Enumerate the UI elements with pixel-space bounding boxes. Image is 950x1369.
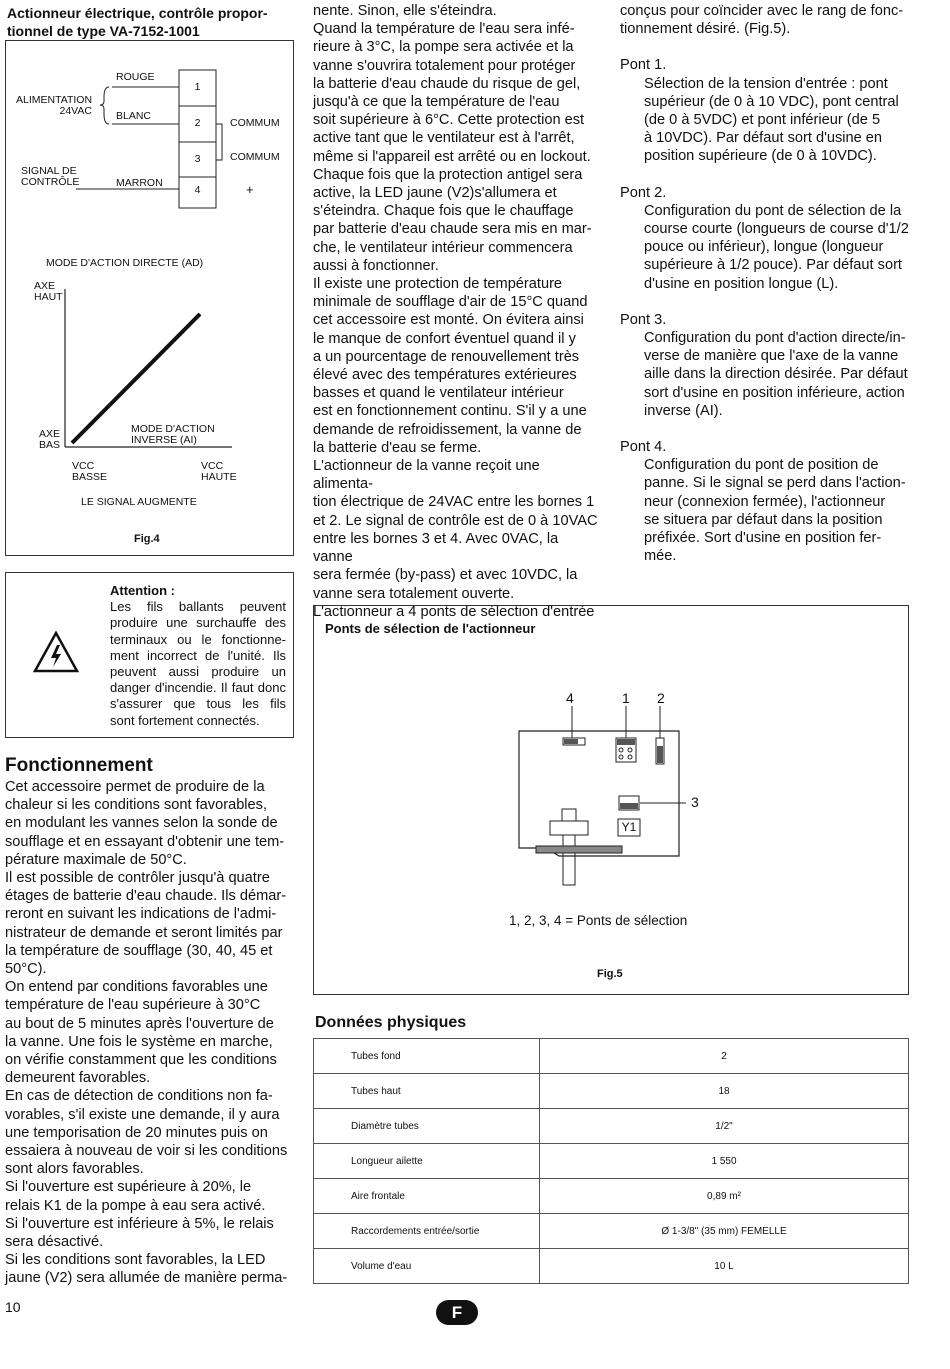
text-line: nente. Sinon, elle s'éteindra. <box>313 3 497 19</box>
text-line: nistrateur de demande et seront limités par <box>5 924 283 941</box>
table-row <box>314 1039 909 1074</box>
table-cell-label: Aire frontale <box>314 1179 540 1214</box>
table-cell-label: Raccordements entrée/sortie <box>314 1214 540 1249</box>
blanc-label: BLANC <box>116 110 152 122</box>
plus-label: + <box>246 182 254 197</box>
text-line: Il est possible de contrôler jusqu'à quatre <box>5 870 270 887</box>
text-line: L'actionneur a 4 ponts de sélection d'entrée <box>313 603 595 620</box>
mode-direct-label: MODE D'ACTION DIRECTE (AD) <box>46 257 204 269</box>
text-line: sera fermée (by-pass) et avec 10VDC, la <box>313 567 578 584</box>
attention-line: sont fortement connectés. <box>110 712 260 728</box>
pont-heading: Pont 1. <box>620 57 667 74</box>
fig5-title: Ponts de sélection de l'actionneur <box>325 621 536 636</box>
text-line: 50°C). <box>5 961 47 978</box>
table-row <box>314 1074 909 1109</box>
text-line: la batterie d'eau se ferme. <box>313 439 482 456</box>
pont-label-3: 3 <box>691 794 699 810</box>
text-line: Chaque fois que la protection antigel sera <box>313 166 583 183</box>
table-cell-value: 1/2" <box>540 1109 909 1144</box>
text-line: sera désactivé. <box>5 1234 104 1251</box>
text-line: jaune (V2) sera allumée de manière perma- <box>5 1270 288 1287</box>
text-line: étages de batterie d'eau chaude. Ils démar- <box>5 888 287 905</box>
text-line: sont alors favorables. <box>5 1161 144 1178</box>
text-line: en modulant les vannes selon la sonde de <box>5 815 278 832</box>
column3-text <box>620 2 909 583</box>
text-line: le manque de confort éventuel quand il y <box>313 330 576 347</box>
pont-text-line: Configuration du pont de position de <box>644 457 879 474</box>
text-line: demande de refroidissement, la vanne de <box>313 421 582 438</box>
pont-text-line: supérieur (de 0 à 10 VDC), pont central <box>644 93 899 110</box>
text-line: même si l'appareil est arrêté ou en lockout. <box>313 148 591 165</box>
text-line: par batterie d'eau chaude sera mis en mar- <box>313 221 592 238</box>
pont-text-line: panne. Si le signal se perd dans l'action- <box>644 475 906 492</box>
pont-text-line: mée. <box>644 548 677 565</box>
pont-text-line: aille dans la direction désirée. Par défaut <box>644 366 908 383</box>
text-line: Si les conditions sont favorables, la LED <box>5 1252 266 1269</box>
pont-text-line: à 10VDC). Par défaut sort d'usine en <box>644 130 883 147</box>
fig5-legend: 1, 2, 3, 4 = Ponts de sélection <box>509 913 688 928</box>
attention-box <box>5 572 294 738</box>
pont-2-block <box>620 184 909 293</box>
column2-text <box>313 2 601 621</box>
text-line: reront en suivant les indications de l'admi- <box>5 906 277 923</box>
axe-haut-label: AXE HAUT <box>34 280 63 303</box>
high-voltage-warning-icon <box>33 631 79 673</box>
text-line: vorables, s'il existe une demande, il y aura <box>5 1106 280 1123</box>
pont-label-2: 2 <box>657 690 665 706</box>
text-line: au bout de 5 minutes après l'ouverture de <box>5 1015 274 1032</box>
signal-augmente-label: LE SIGNAL AUGMENTE <box>81 496 197 508</box>
pont-4-block <box>620 438 909 565</box>
pont-label-4: 4 <box>566 690 574 706</box>
text-line: On entend par conditions favorables une <box>5 979 268 996</box>
text-line: Cet accessoire permet de produire de la <box>5 779 265 795</box>
text-line: a un pourcentage de renouvellement très <box>313 348 580 365</box>
text-line: vanne sera totalement ouverte. <box>313 585 515 602</box>
table-cell-label: Volume d'eau <box>314 1249 540 1284</box>
fonctionnement-heading: Fonctionnement <box>5 755 153 776</box>
attention-line: ment incorrect de l'unité. Ils <box>110 647 286 663</box>
pont-heading: Pont 3. <box>620 311 667 328</box>
donnees-physiques-heading: Données physiques <box>315 1014 467 1031</box>
pont-text-line: supérieure à 1/2 pouce). Par défaut sort <box>644 257 902 274</box>
pont-text-line: Configuration du pont de sélection de la <box>644 202 902 219</box>
pont-text-line: verse de manière que l'axe de la vanne <box>644 348 899 365</box>
text-line: tion électrique de 24VAC entre les bornes 1 <box>313 494 595 511</box>
brace <box>100 87 109 124</box>
text-line: L'actionneur de la vanne reçoit une alimenta- <box>313 458 540 493</box>
pont-text-line: Configuration du pont d'action directe/in- <box>644 330 906 347</box>
text-line: rieure à 3°C, la pompe sera activée et la <box>313 39 574 56</box>
text-line: soit supérieure à 6°C. Cette protection est <box>313 112 585 129</box>
attention-line: s'assurer que tous les fils <box>110 696 286 712</box>
text-line: active, la LED jaune (V2)s'allumera et <box>313 185 557 202</box>
pont-label-1: 1 <box>622 690 630 706</box>
table-cell-label: Diamètre tubes <box>314 1109 540 1144</box>
pont-text-line: se situera par défaut dans la position <box>644 511 883 528</box>
text-line: che, le ventilateur intérieur commencera <box>313 239 573 256</box>
table-row <box>314 1249 909 1284</box>
attention-line: peuvent aussi produire un <box>110 664 286 680</box>
table-cell-label: Longueur ailette <box>314 1144 540 1179</box>
text-line: température de l'eau supérieure à 30°C <box>5 997 261 1014</box>
pont-text-line: sort d'usine en position inférieure, action <box>644 384 905 401</box>
pont-text-line: Sélection de la tension d'entrée : pont <box>644 75 888 92</box>
text-line: la température de soufflage (30, 40, 45 et <box>5 942 273 959</box>
attention-line: danger d'incendie. Il faut donc <box>110 680 286 696</box>
text-line: aussi à fonctionner. <box>313 257 439 274</box>
physical-data-table <box>313 1038 909 1284</box>
alimentation-label: ALIMENTATION 24VAC <box>16 94 93 117</box>
signal-controle-label: SIGNAL DE CONTRÔLE <box>21 165 80 188</box>
attention-line: terminaux ou le fonctionne- <box>110 631 286 647</box>
pont-heading: Pont 2. <box>620 184 667 201</box>
text-line: la batterie d'eau chaude du risque de gel, <box>313 75 581 92</box>
pont-text-line: pouce ou inférieur), longue (longueur <box>644 239 884 256</box>
fonctionnement-text <box>5 778 294 1288</box>
text-line: est en fonctionnement continu. S'il y a une <box>313 403 587 420</box>
text-line: Il existe une protection de température <box>313 276 563 293</box>
text-line: Si l'ouverture est supérieure à 20%, le <box>5 1179 252 1196</box>
text-line: une temporisation de 20 minutes puis on <box>5 1124 268 1141</box>
text-line: entre les bornes 3 et 4. Avec 0VAC, la vanne <box>313 530 559 566</box>
fig4-title: Actionneur électrique, contrôle propor- tionnel de type VA-7152-1001 <box>7 5 268 39</box>
commum-label-2: COMMUM <box>230 151 280 163</box>
pont-text-line: préfixée. Sort d'usine en position fer- <box>644 530 882 547</box>
attention-title: Attention : <box>110 583 175 598</box>
pont-text-line: position supérieure (de 0 à 10VDC). <box>644 148 877 165</box>
attention-line: Les fils ballants peuvent <box>110 599 286 615</box>
terminal-3: 3 <box>194 153 201 165</box>
pont-text-line: inverse (AI). <box>644 402 723 419</box>
terminal-1: 1 <box>194 81 201 93</box>
text-line: cet accessoire est monté. On évitera ainsi <box>313 312 584 329</box>
text-line: essaiera à nouveau de voir si les conditions <box>5 1143 288 1160</box>
table-row <box>314 1214 909 1249</box>
text-line: minimale de soufflage d'air de 15°C quand <box>313 294 588 311</box>
fig4-caption: Fig.4 <box>134 533 160 545</box>
axe-bas-label: AXE BAS <box>39 428 61 451</box>
table-cell-value: 18 <box>540 1074 909 1109</box>
table-cell-value: Ø 1-3/8" (35 mm) FEMELLE <box>540 1214 909 1249</box>
text-line: soufflage et en essayant d'obtenir une tem- <box>5 833 285 850</box>
table-cell-value: 10 L <box>540 1249 909 1284</box>
actuator-board-diagram <box>314 606 910 996</box>
table-cell-label: Tubes haut <box>314 1074 540 1109</box>
rouge-label: ROUGE <box>116 71 155 83</box>
pont-text-line: d'usine en position longue (L). <box>644 275 839 292</box>
table-row <box>314 1109 909 1144</box>
table-cell-label: Tubes fond <box>314 1039 540 1074</box>
text-line: vanne s'ouvrira totalement pour protéger <box>313 57 576 74</box>
table-cell-value: 2 <box>540 1039 909 1074</box>
pont-text-line: course courte (longueurs de course d'1/2 <box>644 221 909 238</box>
text-line: tionnement désiré. (Fig.5). <box>620 21 791 38</box>
table-cell-value: 0,89 m² <box>540 1179 909 1214</box>
fig4-diagram <box>5 40 294 556</box>
pont-1-block <box>620 56 909 165</box>
y1-label: Y1 <box>621 820 637 834</box>
marron-label: MARRON <box>116 177 163 189</box>
text-line: élevé avec des températures extérieures <box>313 367 577 384</box>
pont-3-block <box>620 311 909 420</box>
mode-inverse-label: MODE D'ACTION INVERSE (AI) <box>131 423 215 446</box>
terminal-2: 2 <box>194 117 201 129</box>
text-line: Quand la température de l'eau sera infé- <box>313 21 575 38</box>
pont-text-line: neur (connexion fermée), l'actionneur <box>644 493 886 510</box>
fig5-caption: Fig.5 <box>597 968 623 980</box>
text-line: la vanne. Une fois le système en marche, <box>5 1033 273 1050</box>
pont-heading: Pont 4. <box>620 439 667 456</box>
vcc-basse-label: VCC BASSE <box>72 460 108 483</box>
text-line: on vérifie constamment que les conditions <box>5 1052 277 1069</box>
text-line: et 2. Le signal de contrôle est de 0 à 10VAC <box>313 512 598 529</box>
page-number: 10 <box>5 1299 21 1315</box>
text-line: En cas de détection de conditions non fa- <box>5 1088 273 1105</box>
text-line: chaleur si les conditions sont favorables, <box>5 797 268 814</box>
commum-label-1: COMMUM <box>230 117 280 129</box>
text-line: conçus pour coïncider avec le rang de fonc- <box>620 3 904 19</box>
commum-bracket <box>216 124 222 160</box>
table-row <box>314 1179 909 1214</box>
table-cell-value: 1 550 <box>540 1144 909 1179</box>
pont-text-line: (de 0 à 5VDC) et pont inférieur (de 5 <box>644 112 881 129</box>
vcc-haute-label: VCC HAUTE <box>201 460 237 483</box>
text-line: Si l'ouverture est inférieure à 5%, le relais <box>5 1215 274 1232</box>
text-line: jusqu'à ce que la température de l'eau <box>313 94 560 111</box>
fig5-box <box>313 605 909 995</box>
text-line: s'éteindra. Chaque fois que le chauffage <box>313 203 574 220</box>
table-row <box>314 1144 909 1179</box>
text-line: pérature maximale de 50°C. <box>5 851 187 868</box>
terminal-4: 4 <box>194 184 201 196</box>
text-line: active tant que le ventilateur est à l'arrêt, <box>313 130 575 147</box>
attention-line: produire une surchauffe des <box>110 615 286 631</box>
text-line: demeurent favorables. <box>5 1070 151 1087</box>
language-badge: F <box>436 1300 478 1325</box>
text-line: relais K1 de la pompe à eau sera activé. <box>5 1197 266 1214</box>
text-line: basses et quand le ventilateur intérieur <box>313 385 564 402</box>
